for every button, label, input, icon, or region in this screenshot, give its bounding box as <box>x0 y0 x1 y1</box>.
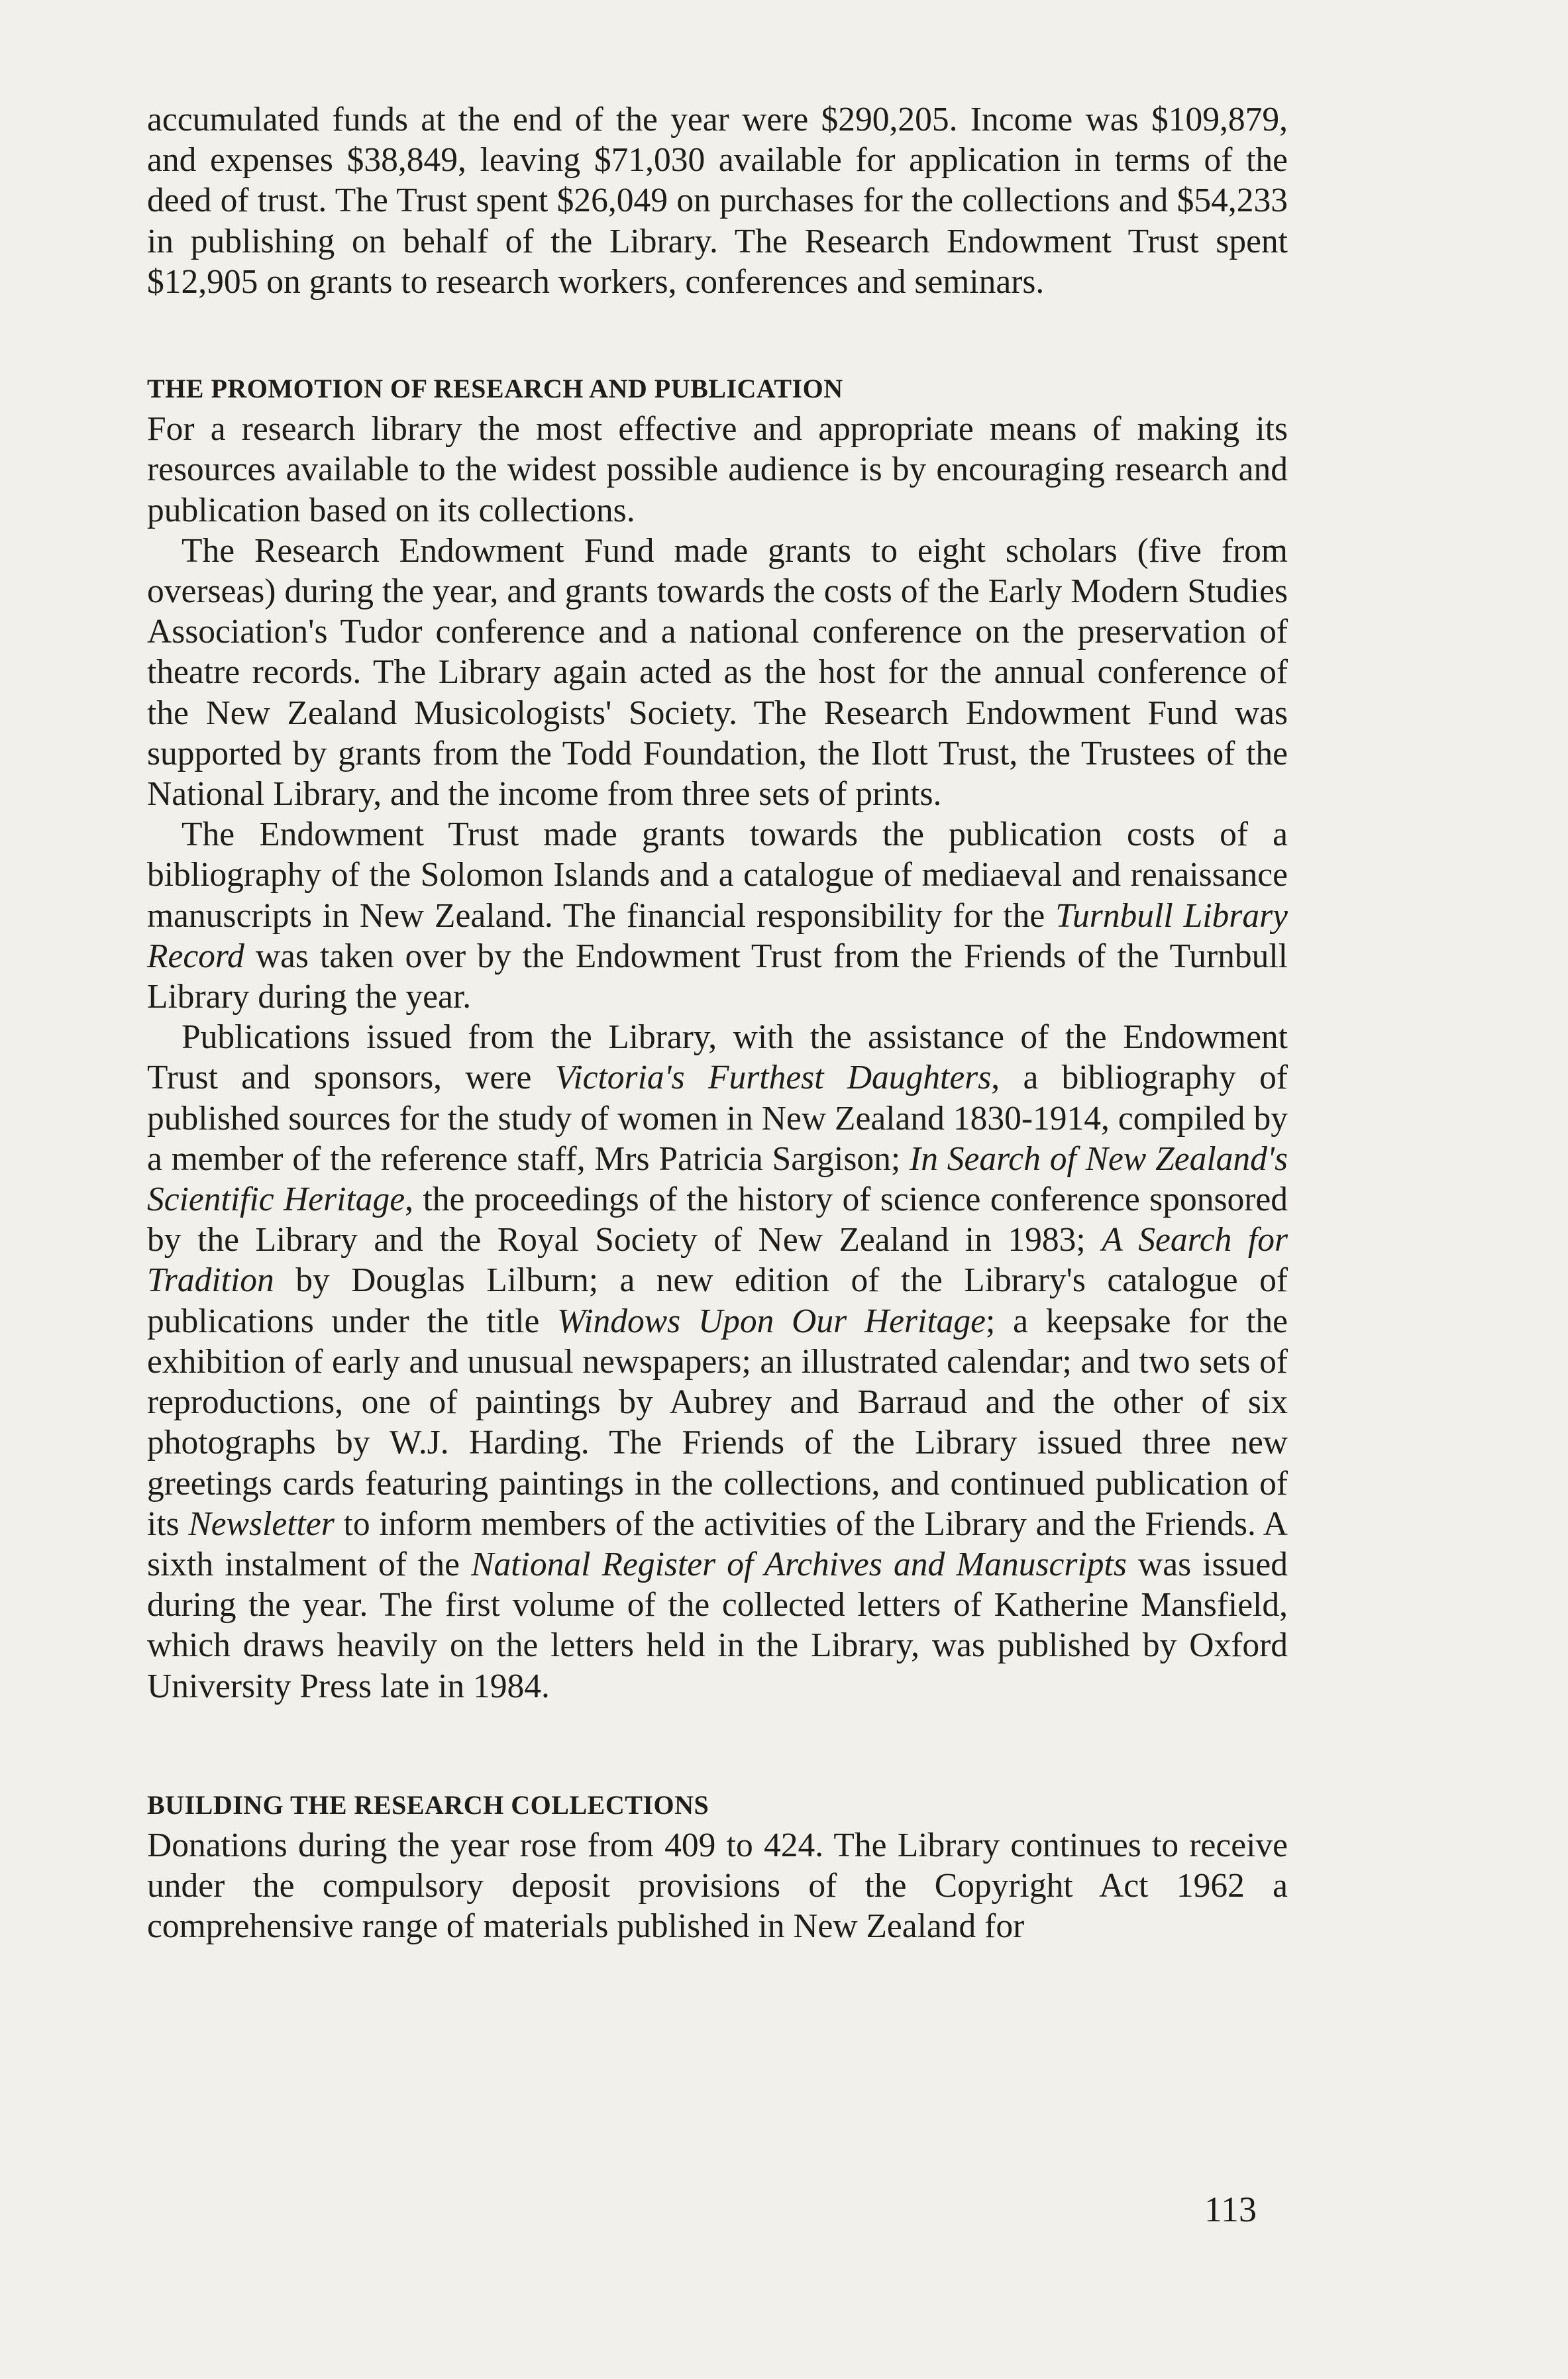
text-run: ; a keepsake for the exhibition of early and unusual newspapers; an illustrated calendar; and two sets of reproductions, one of paintings by Aubrey and Barraud and the other of six photographs by W.J. Harding. The Friends of the Library issued three new greetings cards featuring paintings in the collections, and continued publication of its <box>147 1302 1288 1543</box>
research-paragraph-2: The Research Endowment Fund made grants to eight scholars (five from overseas) during the year, and grants towards the costs of the Early Modern Studies Association's Tudor conference and a national conference on the preservation of theatre records. The Library again acted as the host for the annual conference of the New Zealand Musicologists' Society. The Research Endowment Fund was supported by grants from the Todd Foundation, the Ilott Trust, the Trustees of the National Library, and the income from three sets of prints. <box>147 531 1288 814</box>
text-run: Publications issued from the Library, with the assistance of the Endowment Trust and sponsors, were <box>147 1018 1288 1097</box>
publication-title: A Search for Tradition <box>147 1221 1288 1300</box>
publication-title: Turnbull Library Record <box>147 896 1288 975</box>
research-paragraph-4 <box>147 1017 1288 1706</box>
research-paragraph-3 <box>147 814 1288 1017</box>
section-gap <box>147 302 1288 368</box>
publication-title: In Search of New Zealand's Scientific Heritage <box>147 1139 1288 1219</box>
publication-title: Victoria's Furthest Daughters <box>554 1059 992 1097</box>
text-run: was issued during the year. The first volume of the collected letters of Katherine Mansfield, which draws heavily on the letters held in the Library, was published by Oxford University Press late in 1984. <box>147 1545 1288 1705</box>
research-paragraph-1: For a research library the most effective and appropriate means of making its resources available to the widest possible audience is by encouraging research and publication based on its collections. <box>147 410 1288 529</box>
publication-title: Newsletter <box>188 1505 335 1543</box>
page-number: 113 <box>1204 2190 1257 2229</box>
text-run: The Endowment Trust made grants towards the publication costs of a bibliography of the Solomon Islands and a catalogue of mediaeval and renaissance manuscripts in New Zealand. The financial responsibility for the <box>147 816 1288 935</box>
text-run: to inform members of the activities of the Library and the Friends. A sixth instalment of the <box>147 1505 1288 1583</box>
section-gap <box>147 1707 1288 1785</box>
section-heading-research: THE PROMOTION OF RESEARCH AND PUBLICATION <box>147 374 843 404</box>
section-heading-collections: BUILDING THE RESEARCH COLLECTIONS <box>147 1789 709 1820</box>
intro-paragraph: accumulated funds at the end of the year were $290,205. Income was $109,879, and expenses $38,849, leaving $71,030 available for application in terms of the deed of trust. The Trust spent $26,049 on purchases for the collections and $54,233 in publishing on behalf of the Library. The Research Endowment Trust spent $12,905 on grants to research workers, conferences and seminars. <box>147 101 1288 301</box>
text-run: , a bibliography of published sources for the study of women in New Zealand 1830-1914, compiled by a member of the reference staff, Mrs Patricia Sargison; <box>147 1059 1288 1178</box>
text-run: , the proceedings of the history of science conference sponsored by the Library and the Royal Society of New Zealand in 1983; <box>147 1181 1288 1259</box>
text-run: by Douglas Lilburn; a new edition of the Library's catalogue of publications under the title <box>147 1261 1288 1340</box>
publication-title: National Register of Archives and Manuscripts <box>471 1545 1127 1583</box>
publication-title: Windows Upon Our Heritage <box>557 1302 986 1340</box>
page-body <box>147 99 1288 1947</box>
collections-paragraph-1: Donations during the year rose from 409 to 424. The Library continues to receive under the compulsory deposit provisions of the Copyright Act 1962 a comprehensive range of materials published in New Zealand for <box>147 1826 1288 1946</box>
text-run: was taken over by the Endowment Trust from the Friends of the Turnbull Library during the year. <box>147 937 1288 1016</box>
